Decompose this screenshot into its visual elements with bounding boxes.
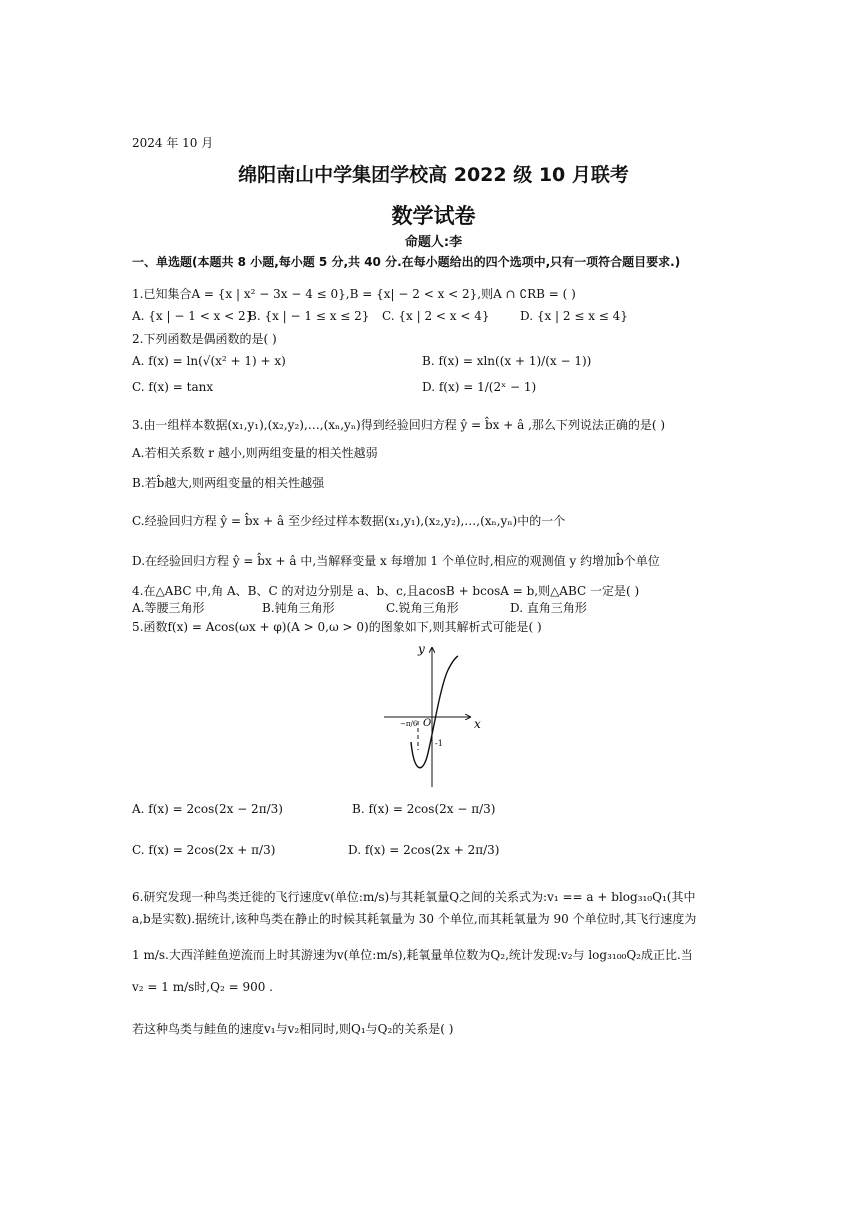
x-axis-label: x (474, 717, 481, 731)
question-6-line-2: a,b是实数).据统计,该种鸟类在静止的时候其耗氧量为 30 个单位,而其耗氧量为 90 个单位时,其飞行速度为 (132, 912, 697, 926)
question-3-option-d: D.在经验回归方程 ŷ = b̂x + â 中,当解释变量 x 每增加 1 个单位时,相应的观测值 y 约增加b̂个单位 (132, 554, 660, 568)
question-2-option-d: D. f(x) = 1/(2ˣ − 1) (422, 380, 537, 394)
neg-x-tick: −π/6 (400, 720, 418, 728)
question-2-stem: 2.下列函数是偶函数的是( ) (132, 332, 277, 346)
cosine-curve (411, 656, 458, 768)
question-2-option-b: B. f(x) = xln((x + 1)/(x − 1)) (422, 354, 592, 368)
question-6-line-3: 1 m/s.大西洋鲑鱼逆流而上时其游速为v(单位:m/s),耗氧量单位数为Q₂,统计发现:v₂与 log₃₁₀₀Q₂成正比.当 (132, 948, 693, 962)
question-4-stem: 4.在△ABC 中,角 A、B、C 的对边分别是 a、b、c,且acosB + bcosA = b,则△ABC 一定是( ) (132, 584, 640, 598)
question-4-option-d: D. 直角三角形 (510, 601, 587, 615)
neg-y-tick: -1 (435, 739, 443, 748)
exam-date: 2024 年 10 月 (132, 136, 214, 150)
question-5-option-c: C. f(x) = 2cos(2x + π/3) (132, 843, 276, 857)
question-3-option-a: A.若相关系数 r 越小,则两组变量的相关性越弱 (132, 446, 378, 460)
question-3-option-c: C.经验回归方程 ŷ = b̂x + â 至少经过样本数据(x₁,y₁),(x₂,y₂),…,(xₙ,yₙ)中的一个 (132, 514, 566, 528)
question-5-option-a: A. f(x) = 2cos(2x − 2π/3) (132, 802, 283, 816)
cosine-graph (378, 642, 488, 792)
question-3-stem: 3.由一组样本数据(x₁,y₁),(x₂,y₂),…,(xₙ,yₙ)得到经验回归方程 ŷ = b̂x + â ,那么下列说法正确的是( ) (132, 418, 666, 432)
question-4-option-c: C.锐角三角形 (386, 601, 459, 615)
question-3-option-b: B.若b̂越大,则两组变量的相关性越强 (132, 476, 325, 490)
question-1-stem: 1.已知集合A = {x | x² − 3x − 4 ≤ 0},B = {x| − 2 < x < 2},则A ∩ ∁RB = ( ) (132, 287, 576, 301)
exam-title: 绵阳南山中学集团学校高 2022 级 10 月联考 (238, 164, 629, 186)
question-1-option-d: D. {x | 2 ≤ x ≤ 4} (520, 309, 628, 323)
question-5-option-d: D. f(x) = 2cos(2x + 2π/3) (348, 843, 500, 857)
y-axis-label: y (418, 642, 425, 656)
question-1-option-c: C. {x | 2 < x < 4} (382, 309, 490, 323)
question-4-option-b: B.钝角三角形 (262, 601, 335, 615)
question-5-option-b: B. f(x) = 2cos(2x − π/3) (352, 802, 496, 816)
exam-subtitle: 数学试卷 (391, 204, 476, 228)
exam-author: 命题人:李 (404, 235, 463, 250)
origin-label: O (423, 718, 432, 729)
question-4-option-a: A.等腰三角形 (132, 601, 205, 615)
question-6-line-1: 6.研究发现一种鸟类迁徙的飞行速度v(单位:m/s)与其耗氧量Q之间的关系式为:v₁ == a + blog₃₁₀Q₁(其中 (132, 890, 696, 904)
question-2-option-c: C. f(x) = tanx (132, 380, 214, 394)
question-1-option-a: A. {x | − 1 < x < 2} (132, 309, 254, 323)
question-2-option-a: A. f(x) = ln(√(x² + 1) + x) (132, 354, 286, 368)
question-5-stem: 5.函数f(x) = Acos(ωx + φ)(A > 0,ω > 0)的图象如下,则其解析式可能是( ) (132, 620, 542, 634)
question-1-option-b: B. {x | − 1 ≤ x ≤ 2} (248, 309, 370, 323)
question-6-line-5: 若这种鸟类与鲑鱼的速度v₁与v₂相同时,则Q₁与Q₂的关系是( ) (132, 1022, 454, 1036)
section-heading: 一、单选题(本题共 8 小题,每小题 5 分,共 40 分.在每小题给出的四个选项中,只有一项符合题目要求.) (132, 255, 681, 269)
question-6-line-4: v₂ = 1 m/s时,Q₂ = 900 . (132, 980, 273, 994)
